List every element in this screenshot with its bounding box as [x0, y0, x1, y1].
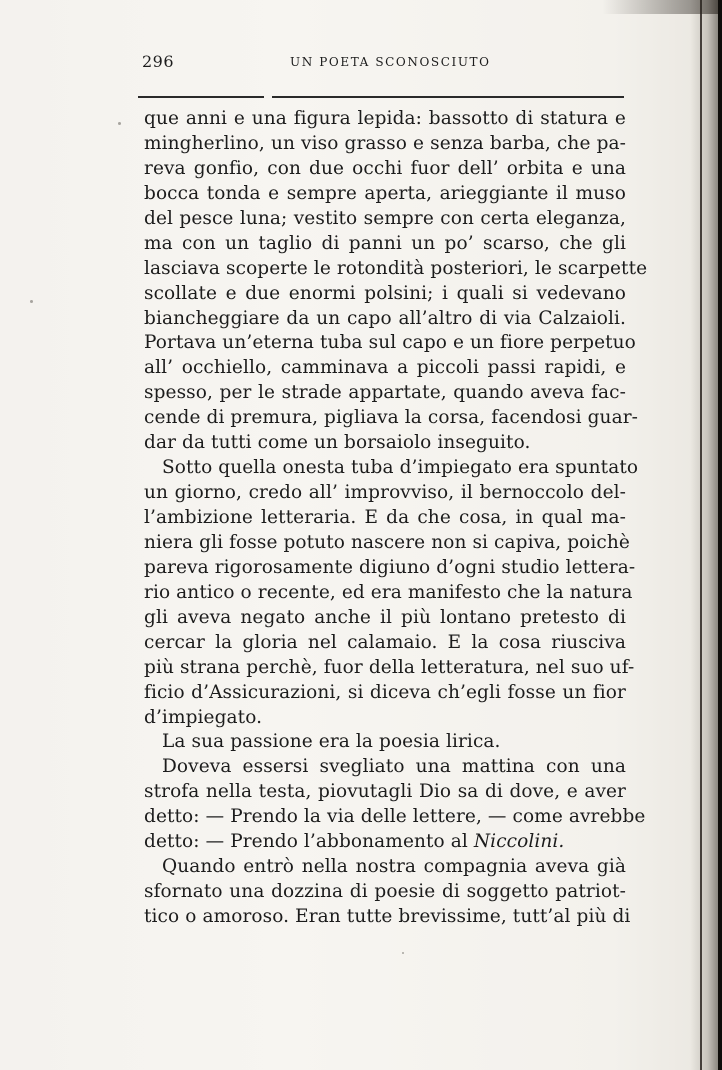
text-line-content: La sua passione era la poesia lirica. [162, 731, 501, 753]
text-line [144, 207, 626, 232]
text-line-content: ficio d’Assicurazioni, si diceva ch’egli fosse un fior [144, 681, 626, 703]
text-line-content: rio antico o recente, ed era manifesto che la natura [144, 581, 633, 603]
text-line-content: ma con un taglio di panni un po’ scarso, che gli [144, 232, 626, 254]
text-line [144, 755, 626, 780]
paper-speck [30, 300, 33, 303]
text-line [144, 157, 626, 182]
text-line [144, 656, 635, 681]
text-line-content: d’impiegato. [144, 706, 263, 728]
text-line [144, 107, 626, 132]
header-rule [138, 96, 624, 98]
text-line-content: l’ambizione letteraria. E da che cosa, in qual ma- [144, 507, 626, 528]
text-line [144, 905, 631, 930]
text-line [144, 581, 633, 606]
text-line-content: tico o amoroso. Eran tutte brevissime, tutt’al più di [144, 906, 631, 927]
text-line-content: detto: — Prendo la via delle lettere, — come avrebbe [144, 806, 646, 828]
header-rule-gap [264, 95, 272, 99]
spine-line [700, 0, 702, 1070]
paper-speck [118, 122, 121, 125]
text-line-content: un giorno, credo all’ improvviso, il bernoccolo del- [144, 482, 626, 504]
text-line-content: scollate e due enormi polsini; i quali si vedevano [144, 282, 626, 304]
text-line [144, 282, 626, 307]
text-line [144, 830, 626, 855]
text-line-content: bocca tonda e sempre aperta, arieggiante il muso [144, 182, 626, 204]
text-line-content: del pesce luna; vestito sempre con certa eleganza, [144, 207, 626, 229]
text-line [144, 481, 626, 506]
text-line [144, 681, 626, 706]
text-line [144, 307, 626, 332]
text-line-content: detto: — Prendo l’abbonamento al [144, 831, 474, 853]
text-line-content: niera gli fosse potuto nascere non si capiva, poichè [144, 531, 630, 553]
text-line-content: mingherlino, un viso grasso e senza barba, che pa- [144, 132, 626, 154]
text-line [144, 331, 636, 356]
text-line [144, 730, 626, 755]
text-line-content: cercar la gloria nel calamaio. E la cosa riusciva [144, 631, 626, 653]
text-line-content: reva gonfio, con due occhi fuor dell’ orbita e una [144, 157, 626, 179]
text-line [144, 780, 626, 805]
text-line [144, 556, 636, 581]
running-title: UN POETA SCONOSCIUTO [290, 55, 491, 69]
spine-edge [718, 0, 722, 1070]
page-number: 296 [142, 52, 175, 71]
page-header [142, 52, 624, 74]
text-line [144, 232, 626, 257]
text-line [144, 880, 626, 905]
text-line-content: più strana perchè, fuor della letteratura, nel suo uf- [144, 656, 635, 678]
text-line-content: strofa nella testa, piovutagli Dio sa di dove, e aver [144, 781, 626, 803]
text-line [144, 456, 639, 481]
text-line-content: spesso, per le strade appartate, quando aveva fac- [144, 382, 626, 404]
text-line-content: Doveva essersi svegliato una mattina con una [162, 756, 626, 778]
text-line [144, 406, 638, 431]
text-line-content: dar da tutti come un borsaiolo inseguito. [144, 432, 531, 454]
text-line [144, 805, 646, 830]
text-line-content: lasciava scoperte le rotondità posteriori, le scarpette [144, 257, 648, 279]
text-line-content: Quando entrò nella nostra compagnia aveva già [162, 856, 626, 878]
text-line [144, 431, 626, 456]
text-line-content: pareva rigorosamente digiuno d’ogni studio lettera- [144, 556, 636, 578]
text-line [144, 531, 630, 556]
text-line-content: gli aveva negato anche il più lontano pretesto di [144, 606, 626, 628]
text-line [144, 706, 626, 731]
text-line-content: Sotto quella onesta tuba d’impiegato era spuntato [162, 457, 639, 479]
text-line-content: Portava un’eterna tuba sul capo e un fiore perpetuo [144, 332, 636, 354]
text-line [144, 855, 626, 880]
text-line [144, 257, 648, 282]
text-line [144, 381, 626, 406]
text-line-content: cende di premura, pigliava la corsa, facendosi guar- [144, 407, 638, 429]
text-line-content: biancheggiare da un capo all’altro di via Calzaioli. [144, 307, 626, 329]
text-line-content: all’ occhiello, camminava a piccoli passi rapidi, e [144, 357, 626, 379]
paper-speck [402, 952, 404, 954]
text-line [144, 182, 626, 207]
text-line [144, 356, 626, 381]
text-line [144, 506, 626, 531]
text-line [144, 631, 626, 656]
text-line-content: que anni e una figura lepida: bassotto di statura e [144, 108, 626, 129]
italic-title: Niccolini. [473, 831, 565, 853]
body-text [144, 107, 648, 930]
text-line-content: sfornato una dozzina di poesie di soggetto patriot- [144, 881, 626, 903]
text-line [144, 606, 626, 631]
text-line [144, 132, 626, 157]
